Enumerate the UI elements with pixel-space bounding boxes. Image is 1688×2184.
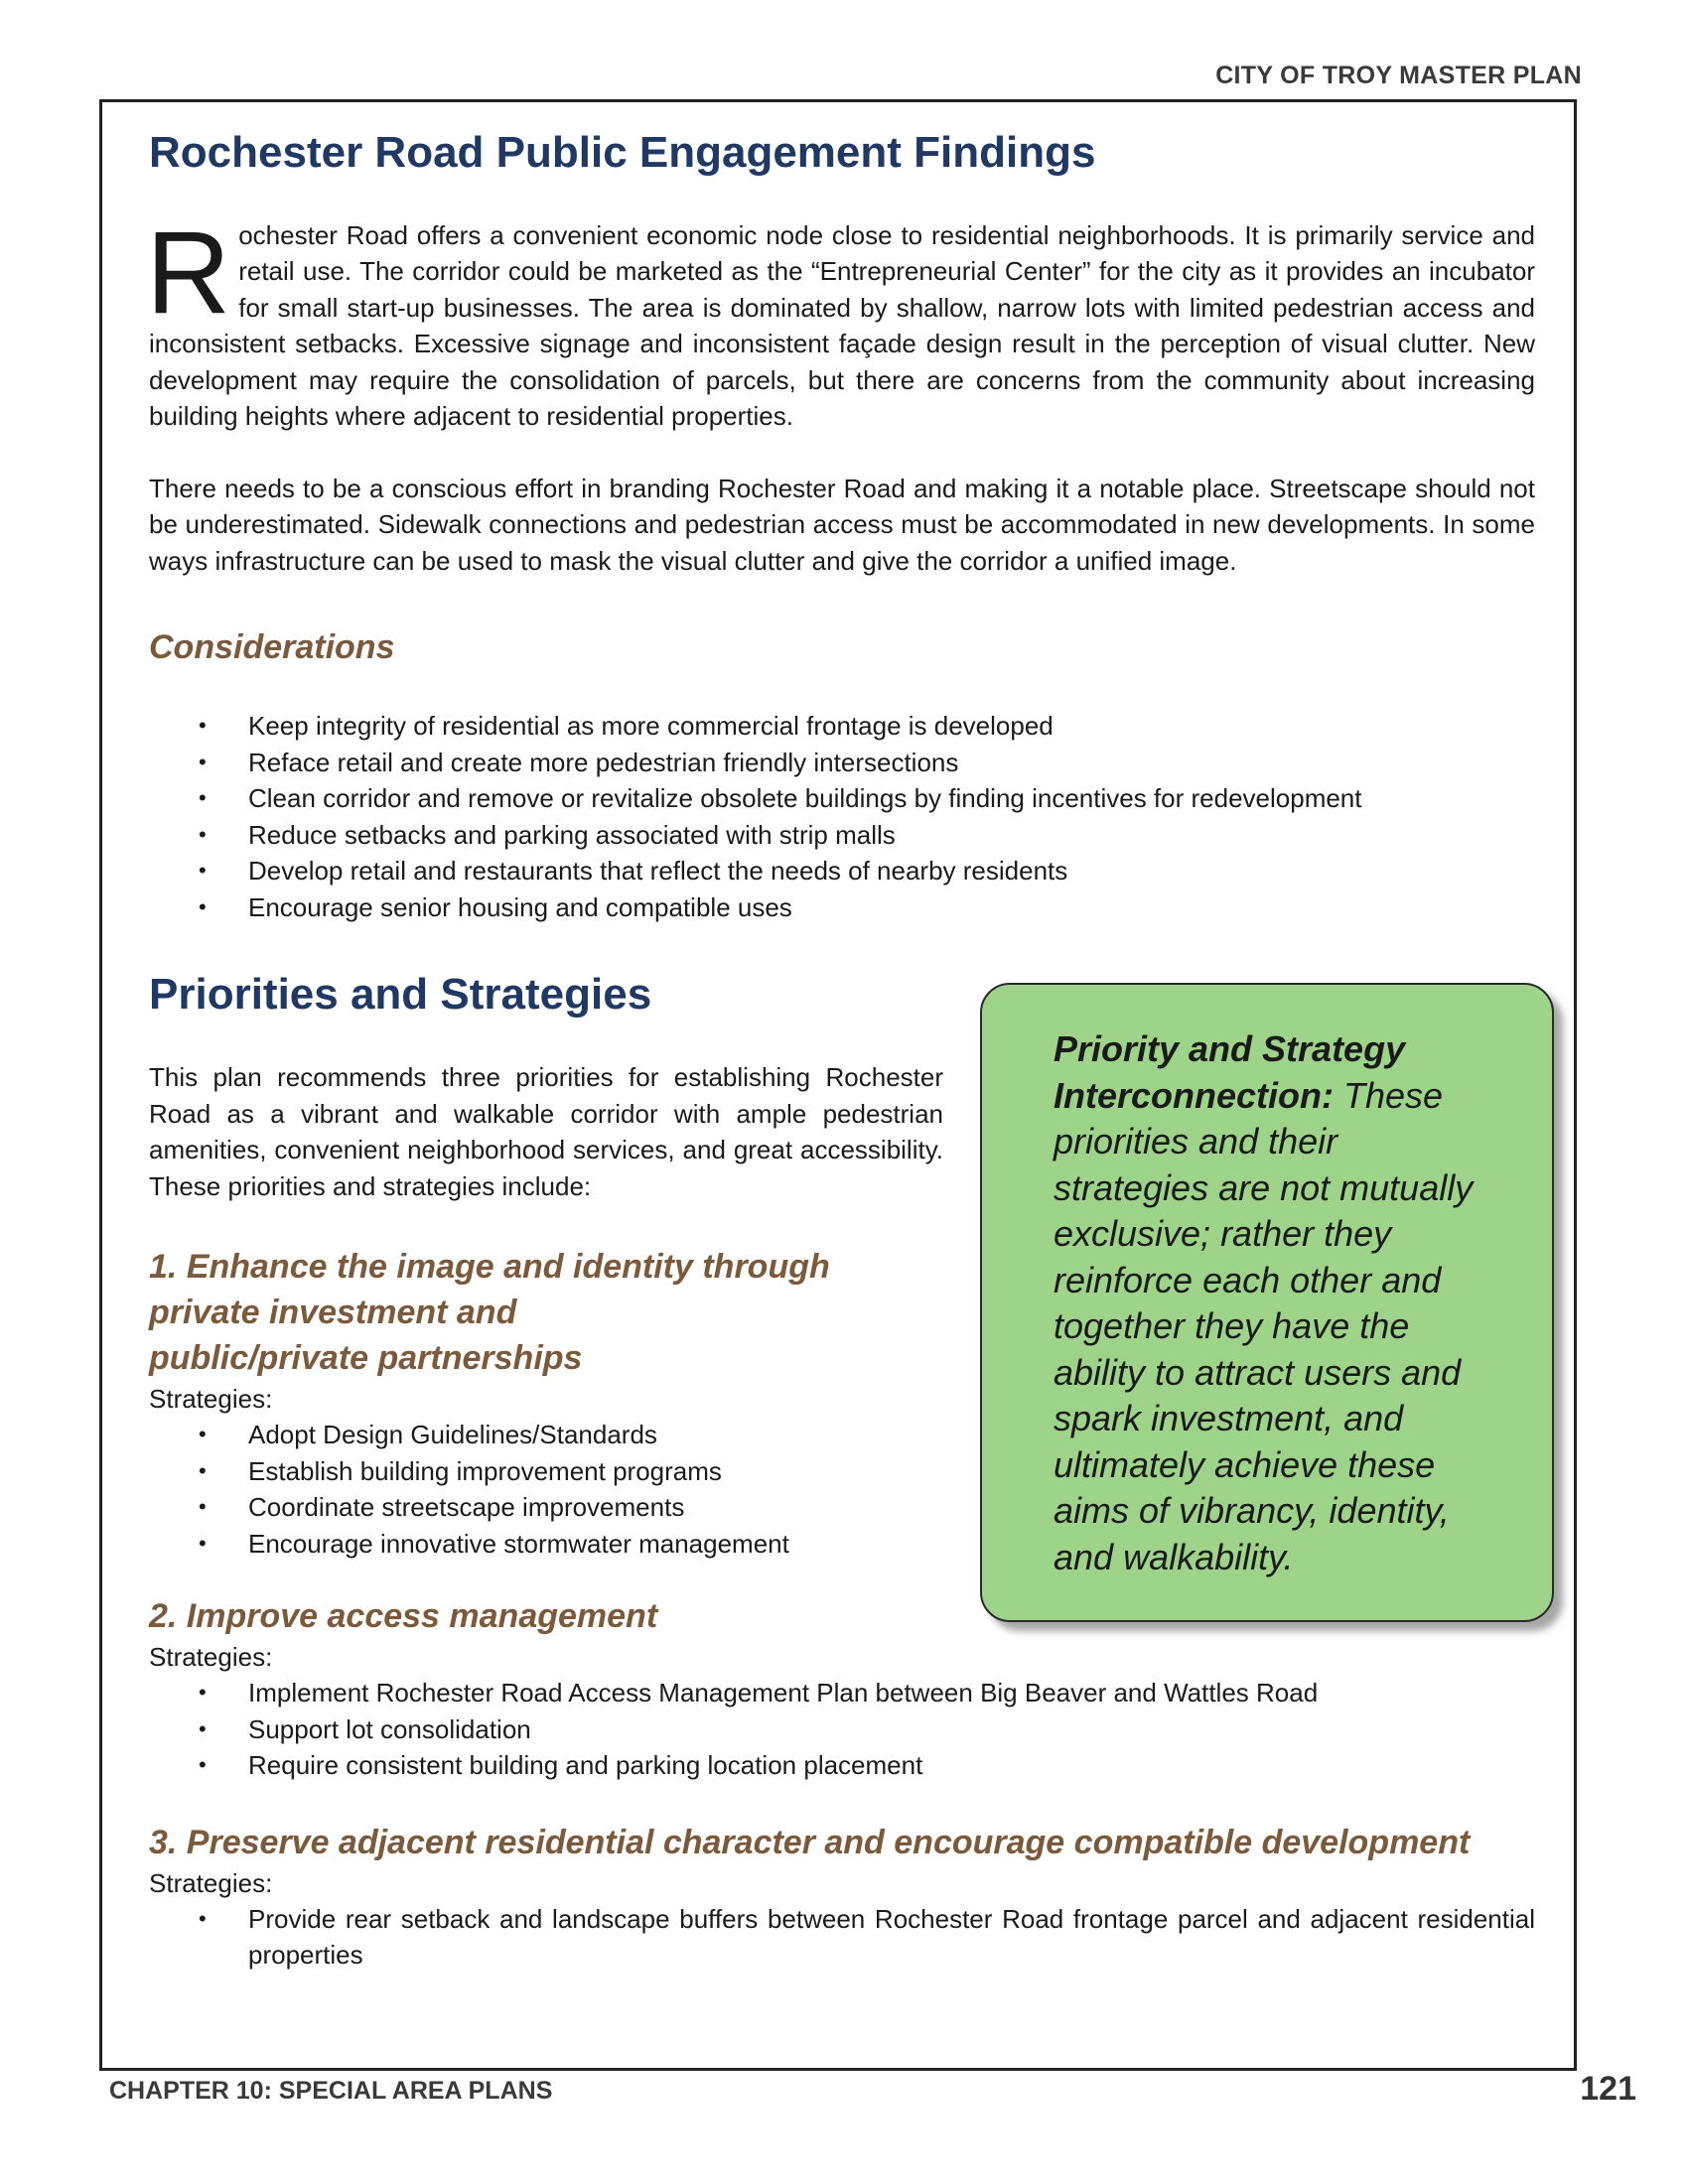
list-item: • Coordinate streetscape improvements [149,1489,943,1526]
interconnection-callout [980,983,1554,1622]
section-title: Rochester Road Public Engagement Findings [149,128,1096,177]
priority-3-list [149,1901,1535,1974]
branding-paragraph: There needs to be a conscious effort in branding Rochester Road and making it a notable place. Streetscape should not be underestimated. Sidewalk connections and pedestrian access must be accommodated in new developments. In some ways infrastructure can be used to mask the visual clutter and give the corridor a unified image. [149,473,1535,576]
considerations-heading: Considerations [149,628,395,667]
considerations-list [149,708,1535,925]
drop-cap: R [146,206,231,339]
priority-2-heading: 2. Improve access management [149,1597,658,1636]
priority-1-heading-line1: 1. Enhance the image and identity through private investment and [149,1248,830,1332]
priority-3-heading: 3. Preserve adjacent residential character and encourage compatible development [149,1823,1471,1861]
list-item: • Require consistent building and parking location placement [149,1747,1535,1784]
priority-1-heading [149,1244,943,1381]
list-item: • Adopt Design Guidelines/Standards [149,1417,943,1453]
list-item: • Establish building improvement programs [149,1453,943,1490]
priority-1-list [149,1417,943,1562]
strategies-label: Strategies: [149,1642,273,1673]
priority-2-list [149,1675,1535,1784]
intro-paragraph-text: ochester Road offers a convenient economic node close to residential neighborhoods. It is primarily service and retail use. The corridor could be marketed as the “Entrepreneurial Center” for the city as it provides an incubator for small start-up businesses. The area is dominated by shallow, narrow lots with limited pedestrian access and inconsistent setbacks. Excessive signage and inconsistent façade design result in the perception of visual clutter. New development may require the consolidation of parcels, but there are concerns from the community about increasing building heights where adjacent to residential properties. [149,219,1535,432]
list-item: • Encourage senior housing and compatible uses [149,889,1535,926]
callout-lead: Priority and Strategy Interconnection: [1054,1028,1406,1116]
list-item: • Encourage innovative stormwater management [149,1526,943,1563]
strategies-label: Strategies: [149,1867,273,1898]
priority-1-heading-line2: public/private partnerships [149,1339,583,1378]
priorities-title: Priorities and Strategies [149,970,652,1020]
list-item: • Clean corridor and remove or revitalize obsolete buildings by finding incentives for redevelopment [149,780,1535,817]
footer-chapter: CHAPTER 10: SPECIAL AREA PLANS [109,2077,553,2105]
intro-paragraph [146,206,1535,435]
callout-body: These priorities and their strategies are not mutually exclusive; rather they reinforce each other and together they have the ability to attract users and spark investment, and ultimately achieve these aims of vibrancy, identity, and walkability. [1054,1074,1474,1577]
list-item: • Develop retail and restaurants that reflect the needs of nearby residents [149,853,1535,889]
list-item: • Reduce setbacks and parking associated with strip malls [149,817,1535,854]
list-item: • Support lot consolidation [149,1711,1535,1748]
strategies-label: Strategies: [149,1384,273,1415]
list-item: • Provide rear setback and landscape buffers between Rochester Road frontage parcel and adjacent residential properties [149,1901,1535,1974]
priorities-intro: This plan recommends three priorities for establishing Rochester Road as a vibrant and walkable corridor with ample pedestrian amenities, convenient neighborhood services, and great accessibility. These priorities and strategies include: [149,1062,943,1201]
page-number: 121 [1580,2070,1636,2108]
list-item: • Keep integrity of residential as more commercial frontage is developed [149,708,1535,745]
list-item: • Implement Rochester Road Access Management Plan between Big Beaver and Wattles Road [149,1675,1535,1711]
running-header: CITY OF TROY MASTER PLAN [1215,62,1582,89]
list-item: • Reface retail and create more pedestrian friendly intersections [149,745,1535,781]
priorities-block [149,969,943,1562]
